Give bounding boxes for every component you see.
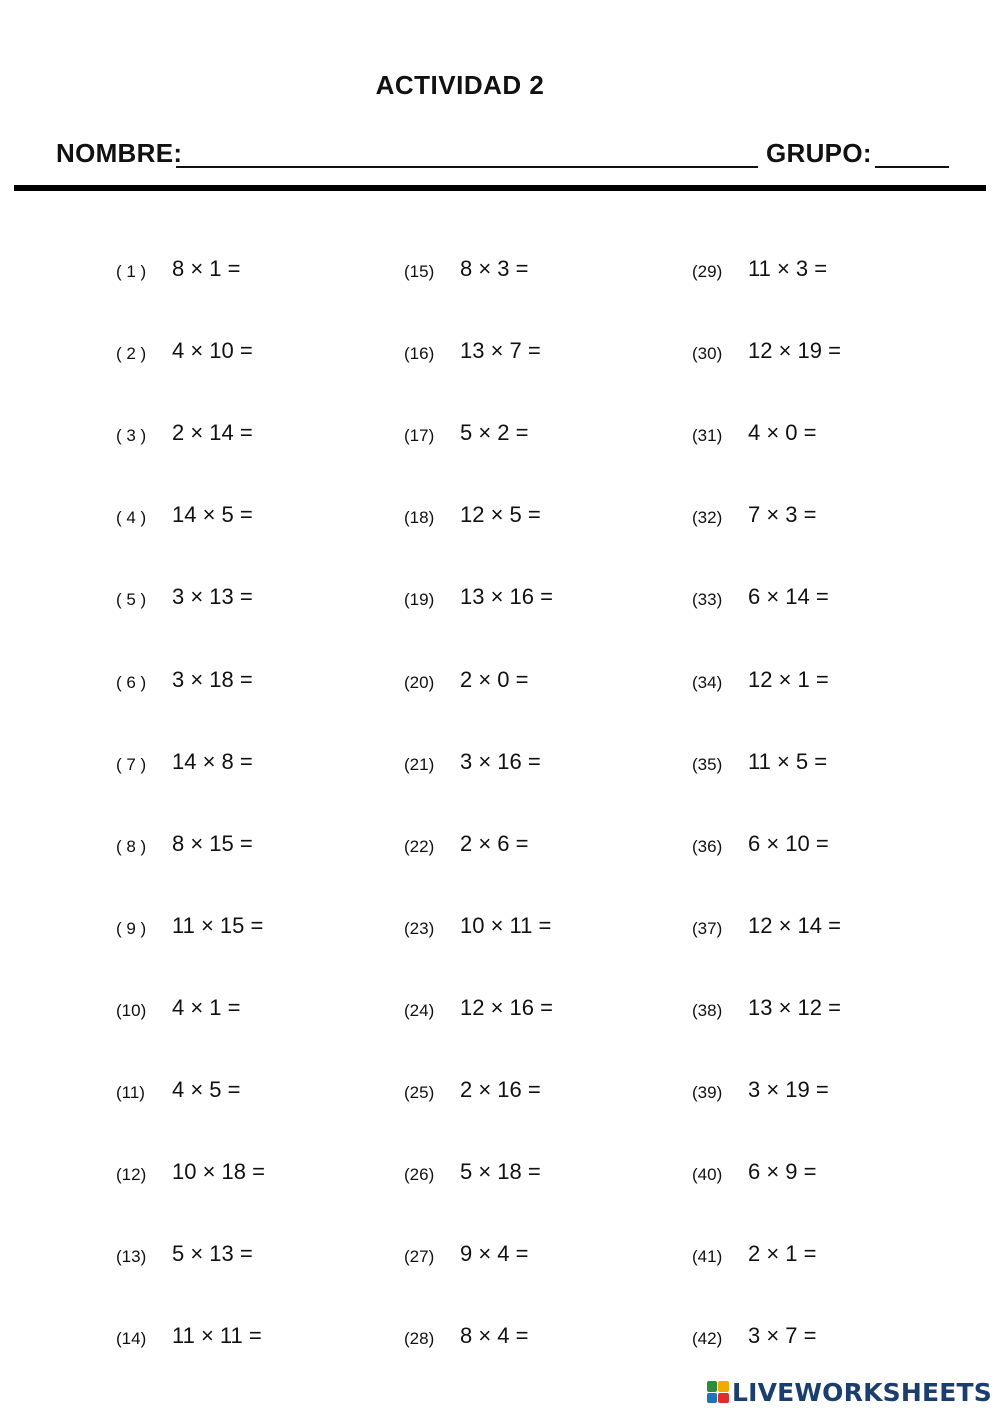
problem-number: (36)	[692, 836, 723, 856]
problem-expression: 9 × 4 =	[460, 1241, 529, 1267]
problem-expression: 14 × 8 =	[172, 748, 253, 774]
problem-expression: 8 × 3 =	[460, 256, 529, 281]
problem-number: (24)	[404, 1000, 435, 1020]
problem-expression: 6 × 10 =	[748, 830, 829, 856]
problem-number: (23)	[404, 918, 435, 938]
problem-expression: 5 × 2 =	[460, 420, 529, 446]
problem-number: (40)	[692, 1165, 723, 1185]
problem-number: ( 9 )	[116, 918, 147, 938]
problem-number: ( 7 )	[116, 754, 147, 774]
problem-expression: 3 × 7 =	[748, 1323, 817, 1349]
problem-number: ( 4 )	[116, 508, 147, 528]
liveworksheets-logo-icon	[707, 1381, 729, 1403]
problem-expression: 12 × 16 =	[460, 994, 553, 1020]
problem-expression: 4 × 0 =	[748, 420, 817, 446]
problem-number: (19)	[404, 590, 435, 610]
problem-number: (34)	[692, 672, 723, 692]
problem-expression: 3 × 18 =	[172, 666, 253, 692]
liveworksheets-logo-text: LIVEWORKSHEETS	[731, 1377, 992, 1407]
problem-expression: 8 × 15 =	[172, 830, 253, 856]
problem-expression: 2 × 6 =	[460, 830, 529, 856]
problem-number: (30)	[692, 344, 723, 364]
problem-number: (42)	[692, 1329, 723, 1349]
problem-expression: 11 × 11 =	[172, 1323, 262, 1349]
problem-number: (21)	[404, 754, 435, 774]
problem-number: (20)	[404, 672, 435, 692]
problem-number: ( 6 )	[116, 672, 147, 692]
problem-expression: 12 × 19 =	[748, 338, 841, 364]
problem-number: ( 2 )	[116, 344, 147, 364]
problem-expression: 4 × 5 =	[172, 1077, 241, 1102]
problem-expression: 6 × 14 =	[748, 584, 829, 610]
problem-expression: 2 × 16 =	[460, 1077, 541, 1102]
problem-number: (18)	[404, 508, 435, 528]
problem-expression: 8 × 1 =	[172, 256, 241, 281]
problem-number: (15)	[404, 262, 435, 281]
problem-number: (13)	[116, 1247, 147, 1267]
problem-number: (29)	[692, 262, 723, 281]
problem-expression: 13 × 12 =	[748, 994, 841, 1020]
problem-number: (32)	[692, 508, 723, 528]
problem-expression: 3 × 19 =	[748, 1077, 829, 1102]
problem-expression: 3 × 13 =	[172, 584, 253, 610]
problem-expression: 11 × 3 =	[748, 256, 828, 281]
problem-number: (28)	[404, 1329, 435, 1349]
problem-expression: 14 × 5 =	[172, 502, 253, 528]
problem-number: (38)	[692, 1000, 723, 1020]
problem-number: (41)	[692, 1247, 723, 1267]
problem-number: (26)	[404, 1165, 435, 1185]
problem-number: (37)	[692, 918, 723, 938]
problem-expression: 10 × 18 =	[172, 1159, 265, 1185]
problem-expression: 3 × 16 =	[460, 748, 541, 774]
problem-expression: 7 × 3 =	[748, 502, 817, 528]
problem-number: ( 5 )	[116, 590, 147, 610]
problem-number: (14)	[116, 1329, 147, 1349]
problem-number: (33)	[692, 590, 723, 610]
problem-expression: 12 × 14 =	[748, 912, 841, 938]
problem-number: (27)	[404, 1247, 435, 1267]
problem-expression: 2 × 1 =	[748, 1241, 817, 1267]
problem-number: (25)	[404, 1083, 435, 1102]
problem-expression: 6 × 9 =	[748, 1159, 817, 1185]
problem-expression: 13 × 7 =	[460, 338, 541, 364]
problem-number: ( 3 )	[116, 426, 147, 446]
problem-number: (35)	[692, 754, 723, 774]
problem-expression: 12 × 5 =	[460, 502, 541, 528]
problem-expression: 2 × 0 =	[460, 666, 529, 692]
problem-expression: 10 × 11 =	[460, 912, 552, 938]
problem-number: ( 8 )	[116, 836, 147, 856]
problem-number: (17)	[404, 426, 435, 446]
problem-number: (22)	[404, 836, 435, 856]
problem-number: (16)	[404, 344, 435, 364]
problem-expression: 13 × 16 =	[460, 584, 553, 610]
problem-number: (11)	[116, 1083, 145, 1102]
problem-expression: 4 × 1 =	[172, 994, 241, 1020]
problem-expression: 2 × 14 =	[172, 420, 253, 446]
problem-expression: 11 × 5 =	[748, 748, 828, 774]
problem-expression: 5 × 13 =	[172, 1241, 253, 1267]
name-label: NOMBRE:	[56, 138, 183, 168]
problem-number: (10)	[116, 1000, 147, 1020]
liveworksheets-logo	[707, 1377, 992, 1407]
problem-expression: 5 × 18 =	[460, 1159, 541, 1185]
worksheet-title: ACTIVIDAD 2	[375, 70, 545, 100]
problem-expression: 4 × 10 =	[172, 338, 253, 364]
problem-number: (31)	[692, 426, 723, 446]
problem-expression: 8 × 4 =	[460, 1323, 529, 1349]
problem-number: (39)	[692, 1083, 723, 1102]
problem-expression: 12 × 1 =	[748, 666, 829, 692]
group-label: GRUPO:	[766, 138, 872, 168]
problem-expression: 11 × 15 =	[172, 912, 264, 938]
problem-number: (12)	[116, 1165, 147, 1185]
problem-number: ( 1 )	[116, 262, 147, 281]
